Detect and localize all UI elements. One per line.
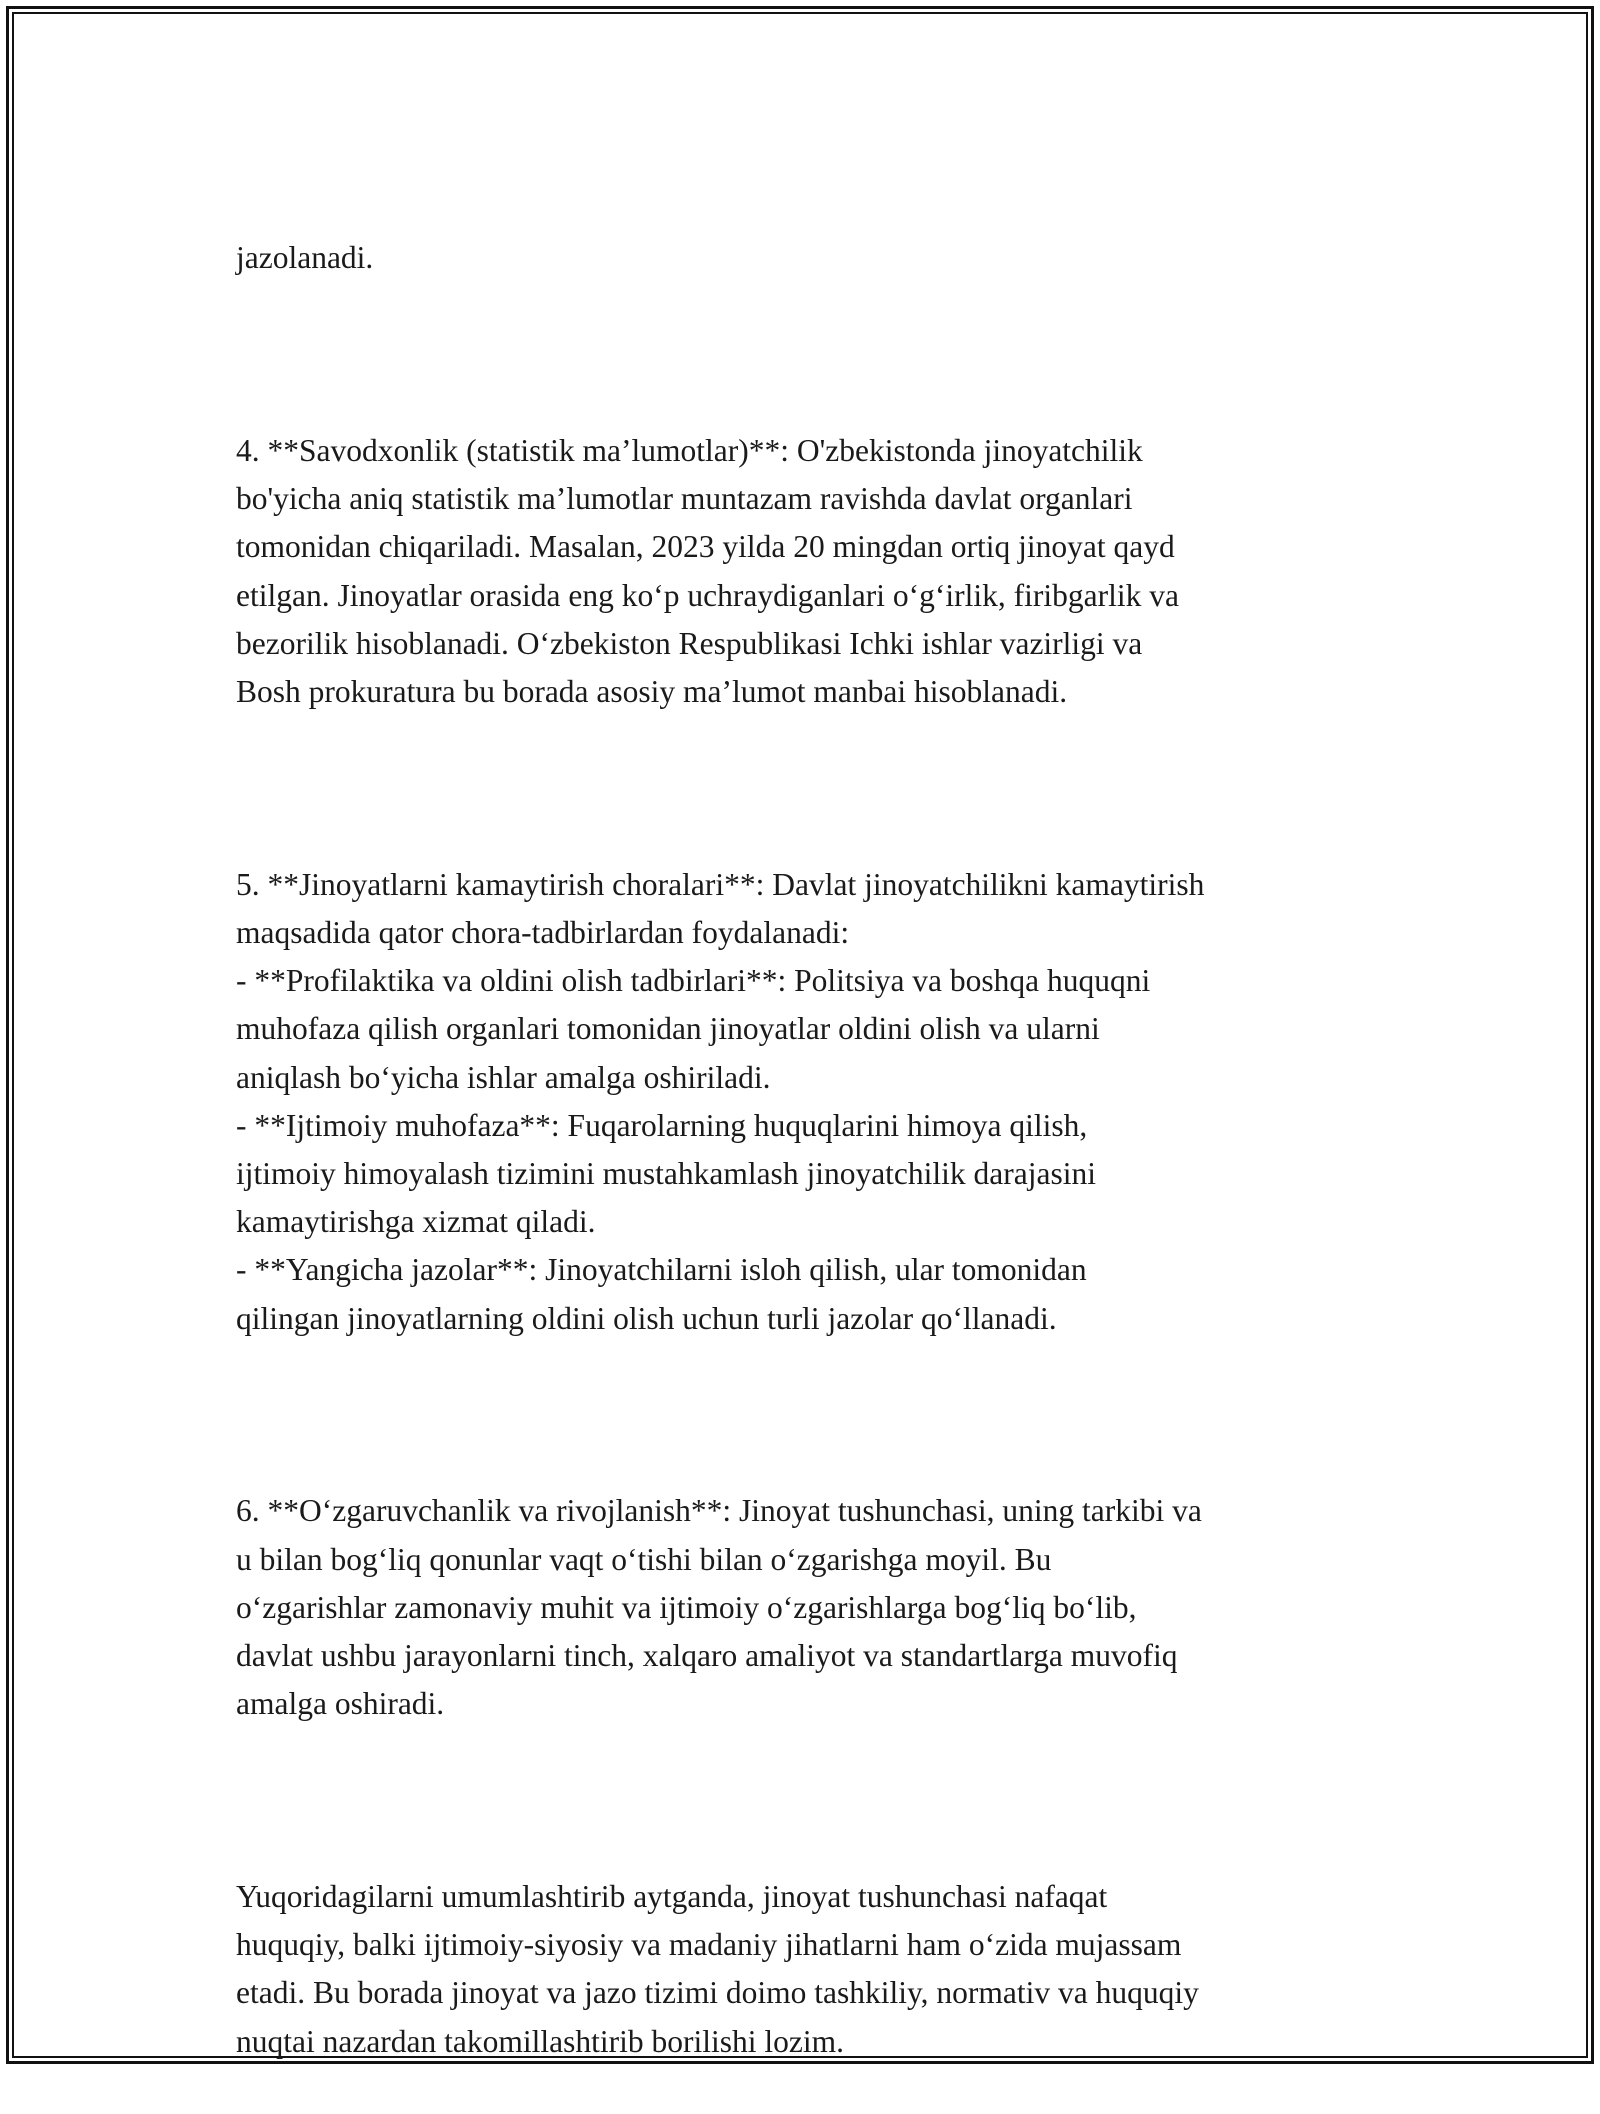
paragraph-spacer: [236, 1391, 1386, 1439]
document-body: [236, 186, 1386, 2114]
paragraph-spacer: [236, 1777, 1386, 1825]
conclusion-paragraph: Yuqoridagilarni umumlashtirib aytganda, jinoyat tushunchasi nafaqat huquqiy, balki ijtimoiy-siyosiy va madaniy jihatlarni ham oʻzida mujassam etadi. Bu borada jinoyat va jazo tizimi doimo tashkiliy, normativ va huquqiy nuqtai nazardan takomillashtirib borilishi lozim.: [236, 1879, 1199, 2059]
section-6-paragraph: 6. **Oʻzgaruvchanlik va rivojlanish**: Jinoyat tushunchasi, uning tarkibi va u bilan bogʻliq qonunlar vaqt oʻtishi bilan oʻzgarishga moyil. Bu oʻzgarishlar zamonaviy muhit va ijtimoiy oʻzgarishlarga bogʻliq boʻlib, davlat ushbu jarayonlarni tinch, xalqaro amaliyot va standartlarga muvofiq amalga oshiradi.: [236, 1493, 1202, 1722]
section-5-paragraph: 5. **Jinoyatlarni kamaytirish choralari**: Davlat jinoyatchilikni kamaytirish maqsadida qator chora-tadbirlardan foydalanadi: - **Profilaktika va oldini olish tadbirlari**: Politsiya va boshqa huquqni muhofaza qilish organlari tomonidan jinoyatlar oldini olish va ularni aniqlash boʻyicha ishlar amalga oshiriladi. - **Ijtimoiy muhofaza**: Fuqarolarning huquqlarini himoya qilish, ijtimoiy himoyalash tizimini mustahkamlash jinoyatchilik darajasini kamaytirishga xizmat qiladi. - **Yangicha jazolar**: Jinoyatchilarni isloh qilish, ular tomonidan qilingan jinoyatlarning oldini olish uchun turli jazolar qoʻllanadi.: [236, 866, 1205, 1336]
continued-fragment: jazolanadi.: [236, 240, 374, 276]
paragraph-spacer: [236, 331, 1386, 379]
section-4-paragraph: 4. **Savodxonlik (statistik ma’lumotlar)**: O'zbekistonda jinoyatchilik bo'yicha aniq statistik ma’lumotlar muntazam ravishda davlat organlari tomonidan chiqariladi. Masalan, 2023 yilda 20 mingdan ortiq jinoyat qayd etilgan. Jinoyatlar orasida eng koʻp uchraydiganlari oʻgʻirlik, firibgarlik va bezorilik hisoblanadi. Oʻzbekiston Respublikasi Ichki ishlar vazirligi va Bosh prokuratura bu borada asosiy ma’lumot manbai hisoblanadi.: [236, 433, 1179, 710]
paragraph-spacer: [236, 764, 1386, 812]
